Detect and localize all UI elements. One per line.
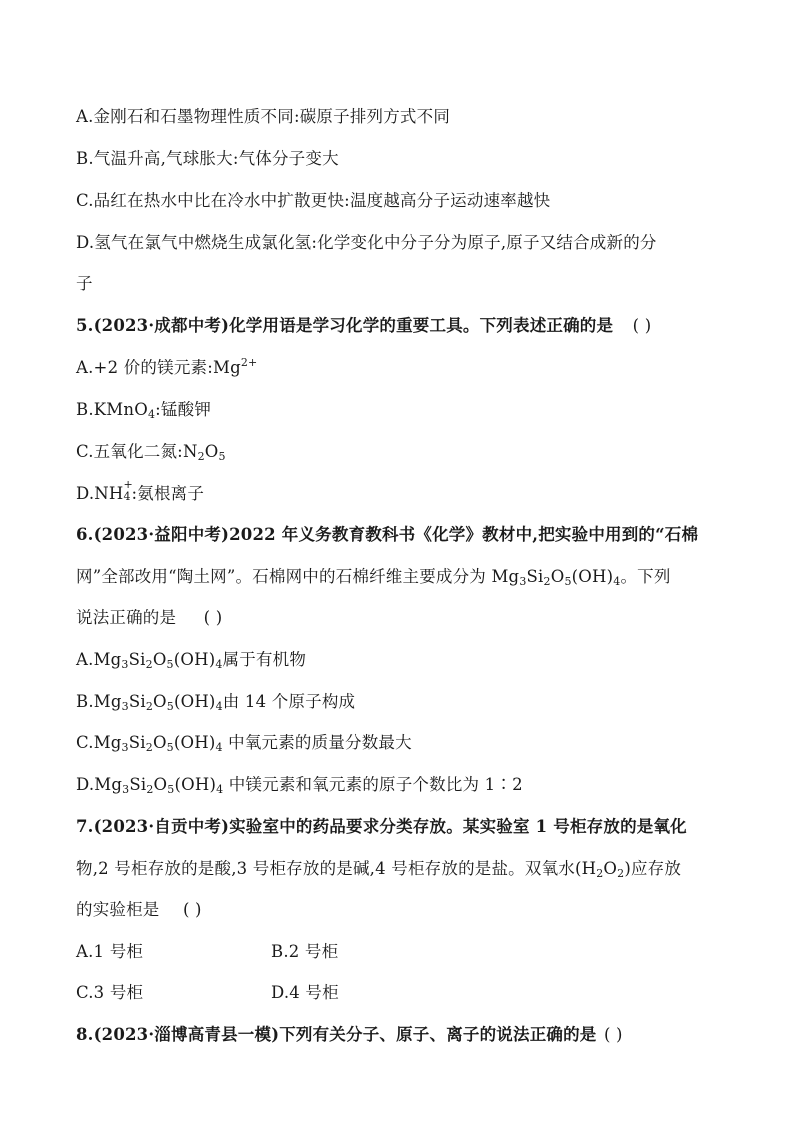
q6a-o: O: [152, 650, 167, 669]
q6c-oh-sub: 4: [215, 741, 223, 754]
q6c-mg: Mg: [93, 733, 122, 752]
q6-formula-mg-sub: 3: [519, 575, 527, 588]
q6d-si-sub: 2: [146, 783, 154, 796]
q7-stem-text3: 的实验柜是: [76, 900, 160, 919]
q6-stem-text1: 6.(2023·益阳中考)2022 年义务教育教科书《化学》教材中,把实验中用到的“石棉: [76, 525, 699, 544]
q6a-o-sub: 5: [166, 658, 174, 671]
q6-stem-line1: [76, 523, 698, 547]
q7-stem-text2-end: )应存放: [624, 859, 682, 878]
q7-answer-blank: ( ): [182, 900, 202, 919]
q7-option-b: B.2 号柜: [271, 942, 339, 961]
q6-option-a: [76, 648, 306, 672]
q7-o-sub: 2: [617, 867, 625, 880]
q4-option-a-text: A.金刚石和石墨物理性质不同:碳原子排列方式不同: [76, 107, 451, 126]
q7-options-row1: [76, 940, 716, 964]
q6-formula-si-sub: 2: [543, 575, 551, 588]
q6a-mg: Mg: [93, 650, 122, 669]
q7-stem-text2: 物,2 号柜存放的是酸,3 号柜存放的是碱,4 号柜存放的是盐。双氧水(H: [76, 859, 597, 878]
q6d-o: O: [153, 775, 168, 794]
q8-stem: [76, 1023, 623, 1047]
q6a-oh-sub: 4: [215, 658, 223, 671]
q5-option-b: [76, 398, 211, 422]
q6c-si: Si: [128, 733, 146, 752]
q5-option-c-o: O: [204, 442, 219, 461]
q8-answer-blank: ( ): [603, 1025, 623, 1044]
q6-stem-text3: 说法正确的是: [76, 608, 177, 627]
q6d-si: Si: [129, 775, 147, 794]
q7-o: O: [603, 859, 618, 878]
q7-option-d: D.4 号柜: [271, 983, 339, 1002]
q6b-mg-sub: 3: [121, 700, 129, 713]
q4-option-b-text: B.气温升高,气球胀大:气体分子变大: [76, 149, 339, 168]
q6-formula-o-sub: 5: [564, 575, 572, 588]
q6-stem-text2: 网”全部改用“陶土网”。石棉网中的石棉纤维主要成分为 Mg: [76, 567, 520, 586]
q6-stem-line2: [76, 565, 671, 589]
q4-option-d-text2: 子: [76, 274, 93, 293]
q6c-oh: (OH): [173, 733, 216, 752]
q4-option-d-line2: [76, 272, 93, 296]
q5-option-b-sub: 4: [147, 408, 156, 421]
q6c-mg-sub: 3: [121, 741, 129, 754]
q6b-oh-sub: 4: [215, 700, 223, 713]
q6d-o-sub: 5: [167, 783, 175, 796]
q6a-si-sub: 2: [145, 658, 153, 671]
q6c-o-sub: 5: [166, 741, 174, 754]
q6b-o-sub: 5: [166, 700, 174, 713]
q4-option-a: [76, 105, 450, 129]
q7-stem-line2: [76, 857, 681, 881]
q6-stem-text2-end: 。下列: [620, 567, 671, 586]
q4-option-b: [76, 147, 339, 171]
q5-option-b-formula: B.KMnO: [76, 400, 148, 419]
q4-option-c: [76, 189, 550, 213]
q6d-oh: (OH): [174, 775, 217, 794]
q5-option-c: [76, 440, 226, 464]
q6-option-d-letter: D.: [76, 775, 95, 794]
q6-option-d: [76, 773, 523, 797]
q6a-mg-sub: 3: [121, 658, 129, 671]
q7-stem-line1: [76, 815, 687, 839]
q6b-o: O: [153, 692, 167, 711]
q5-option-d-text: :氨根离子: [131, 484, 205, 503]
q6-option-b-letter: B.: [76, 692, 94, 711]
q6b-mg: Mg: [93, 692, 122, 711]
q4-option-d-text1: D.氢气在氯气中燃烧生成氯化氢:化学变化中分子分为原子,原子又结合成新的分: [76, 233, 657, 252]
q5-option-a: [76, 356, 257, 380]
q5-option-c-sub2: 5: [218, 450, 226, 463]
q6b-si-sub: 2: [145, 700, 154, 713]
q5-stem-text: 5.(2023·成都中考)化学用语是学习化学的重要工具。下列表述正确的是: [76, 316, 614, 335]
q6d-mg-sub: 3: [122, 783, 130, 796]
q6d-oh-sub: 4: [216, 783, 224, 796]
q6d-mg: Mg: [94, 775, 123, 794]
q6-option-a-letter: A.: [76, 650, 94, 669]
q6-option-b: [76, 690, 355, 714]
q5-option-c-sub1: 2: [197, 450, 205, 463]
q7-options-row2: [76, 981, 716, 1005]
q7-option-a: A.1 号柜: [76, 942, 144, 961]
q5-option-c-text: C.五氧化二氮:N: [76, 442, 198, 461]
q5-option-b-text: :锰酸钾: [155, 400, 212, 419]
q5-option-a-charge: 2+: [240, 356, 258, 369]
q6-option-c: [76, 731, 412, 755]
q7-stem-text1: 7.(2023·自贡中考)实验室中的药品要求分类存放。某实验室 1 号柜存放的是氧化: [76, 817, 687, 836]
q6-formula-oh: (OH): [571, 567, 614, 586]
q6-answer-blank: ( ): [203, 608, 223, 627]
q6a-oh: (OH): [173, 650, 216, 669]
q7-h-sub: 2: [596, 867, 604, 880]
q6b-si: Si: [128, 692, 146, 711]
q5-option-d: [76, 478, 205, 506]
q4-option-d-line1: [76, 231, 657, 255]
q6b-oh: (OH): [173, 692, 216, 711]
q6-formula-oh-sub: 4: [613, 575, 621, 588]
q6-option-d-text: 中镁元素和氧元素的原子个数比为 1∶2: [223, 775, 523, 794]
q6c-si-sub: 2: [145, 741, 153, 754]
q6-formula-si: Si: [526, 567, 544, 586]
q6-option-c-text: 中氧元素的质量分数最大: [222, 733, 412, 752]
q6-formula-o: O: [550, 567, 565, 586]
q5-option-d-scripts: + 4: [123, 478, 133, 503]
q4-option-c-text: C.品红在热水中比在冷水中扩散更快:温度越高分子运动速率越快: [76, 191, 551, 210]
q8-stem-text: 8.(2023·淄博高青县一模)下列有关分子、原子、离子的说法正确的是: [76, 1025, 597, 1044]
q7-stem-line3: [76, 898, 202, 922]
q5-option-a-text: A.+2 价的镁元素:Mg: [76, 358, 241, 377]
q6-option-b-text: 由 14 个原子构成: [222, 692, 356, 711]
q6-option-c-letter: C.: [76, 733, 94, 752]
q5-stem: [76, 314, 651, 338]
q5-option-d-formula: D.NH: [76, 484, 124, 503]
q6a-si: Si: [128, 650, 146, 669]
q5-answer-blank: ( ): [632, 316, 652, 335]
q6c-o: O: [152, 733, 167, 752]
q7-option-c: C.3 号柜: [76, 983, 144, 1002]
q6-stem-line3: [76, 606, 222, 630]
q6-option-a-text: 属于有机物: [222, 650, 307, 669]
